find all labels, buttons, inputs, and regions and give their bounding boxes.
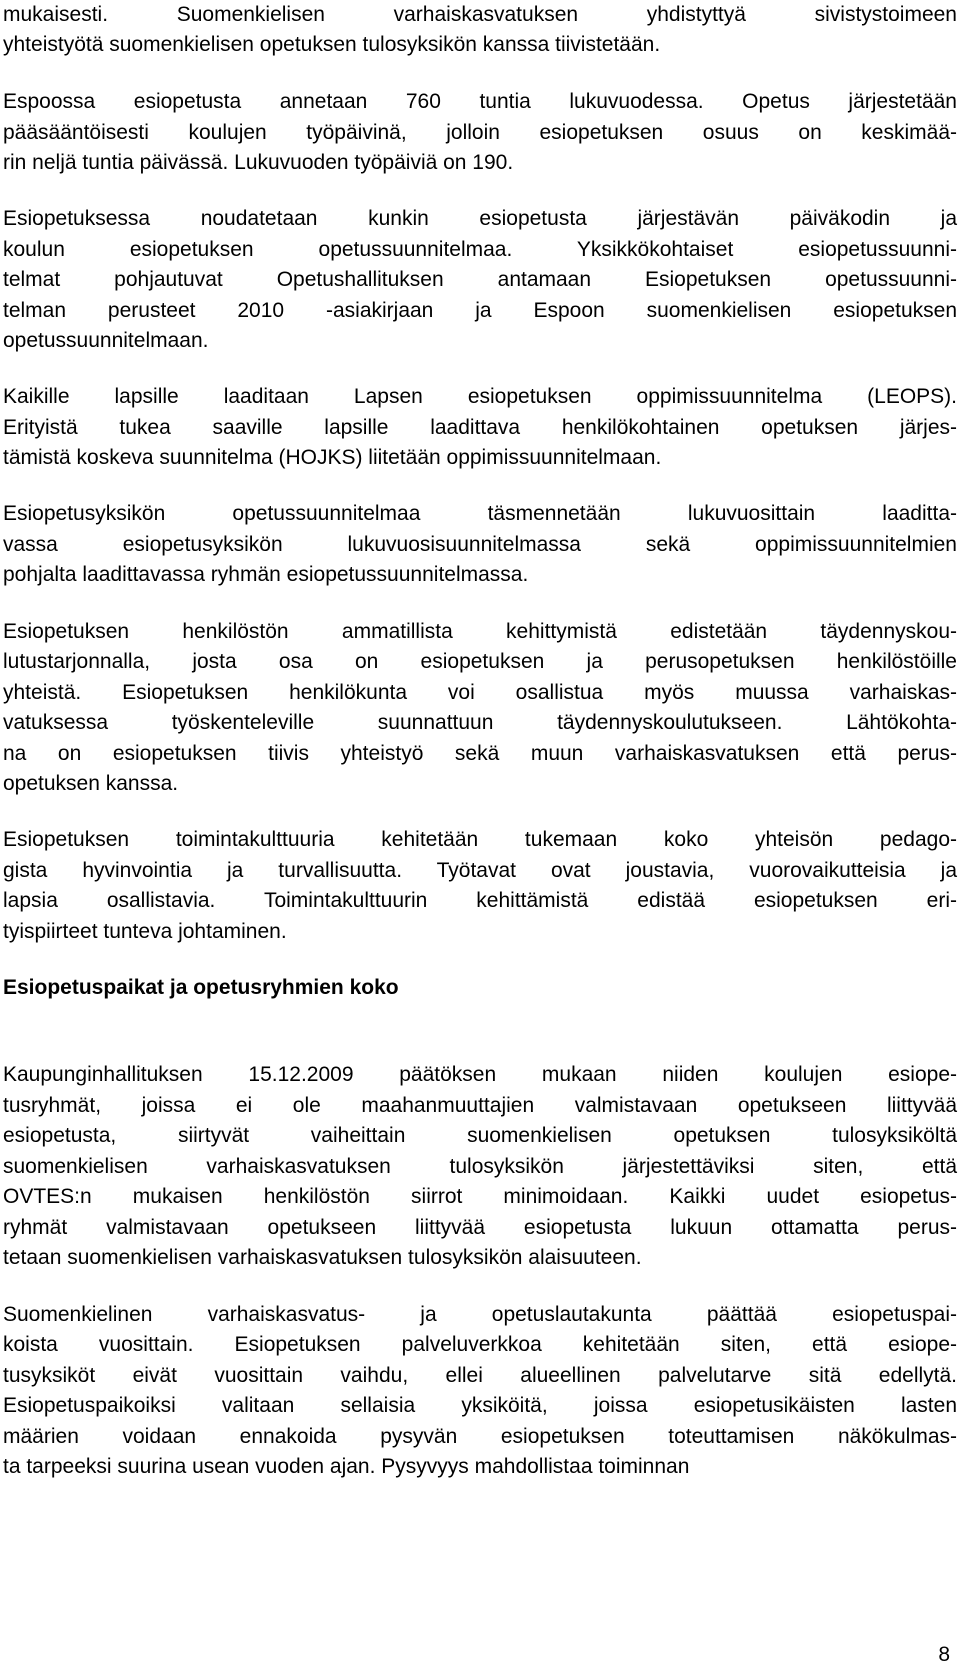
body-text-line: yhteistä. Esiopetuksen henkilökunta voi osallistua myös muussa varhaiskas- xyxy=(3,681,957,704)
body-text-line: lutustarjonnalla, josta osa on esiopetuksen ja perusopetuksen henkilöstöille xyxy=(3,650,957,673)
body-text-line: esiopetusta, siirtyvät vaiheittain suomenkielisen opetuksen tulosyksiköltä xyxy=(3,1124,957,1147)
body-text-line: tusyksiköt eivät vuosittain vaihdu, ellei alueellinen palvelutarve sitä edellytä. xyxy=(3,1364,957,1387)
body-text-line: Kaupunginhallituksen 15.12.2009 päätöksen mukaan niiden koulujen esiope- xyxy=(3,1063,957,1086)
body-text-line: tämistä koskeva suunnitelma (HOJKS) liitetään oppimissuunnitelmaan. xyxy=(3,446,662,469)
body-text-line: Suomenkielinen varhaiskasvatus- ja opetuslautakunta päättää esiopetuspai- xyxy=(3,1303,957,1326)
body-text-line: OVTES:n mukaisen henkilöstön siirrot minimoidaan. Kaikki uudet esiopetus- xyxy=(3,1185,957,1208)
body-text-line: gista hyvinvointia ja turvallisuutta. Työtavat ovat joustavia, vuorovaikutteisia ja xyxy=(3,859,957,882)
body-text-line: lapsia osallistavia. Toimintakulttuurin kehittämistä edistää esiopetuksen eri- xyxy=(3,889,957,912)
body-text-line: Esiopetuksen toimintakulttuuria kehitetään tukemaan koko yhteisön pedago- xyxy=(3,828,957,851)
body-text-line: telman perusteet 2010 -asiakirjaan ja Espoon suomenkielisen esiopetuksen xyxy=(3,299,957,322)
body-text-line: Esiopetusyksikön opetussuunnitelmaa täsmennetään lukuvuosittain laadittа- xyxy=(3,502,957,525)
body-text-line: opetussuunnitelmaan. xyxy=(3,329,209,352)
body-text-line: Kaikille lapsille laaditaan Lapsen esiopetuksen oppimissuunnitelma (LEOPS). xyxy=(3,385,957,408)
body-text-line: telmat pohjautuvat Opetushallituksen antamaan Esiopetuksen opetussuunni- xyxy=(3,268,957,291)
body-text-line: opetuksen kanssa. xyxy=(3,772,179,795)
section-heading: Esiopetuspaikat ja opetusryhmien koko xyxy=(3,976,399,999)
body-text-line: Espoossa esiopetusta annetaan 760 tuntia lukuvuodessa. Opetus järjestetään xyxy=(3,90,957,113)
body-text-line: rin neljä tuntia päivässä. Lukuvuoden työpäiviä on 190. xyxy=(3,151,514,174)
body-text-line: Esiopetuspaikoiksi valitaan sellaisia yksiköitä, joissa esiopetusikäisten lasten xyxy=(3,1394,957,1417)
body-text-line: suomenkielisen varhaiskasvatuksen tulosyksikön järjestettäviksi siten, että xyxy=(3,1155,957,1178)
body-text-line: määrien voidaan ennakoida pysyvän esiopetuksen toteuttamisen näkökulmas- xyxy=(3,1425,957,1448)
body-text-line: ryhmät valmistavaan opetukseen liittyvää esiopetusta lukuun ottamatta perus- xyxy=(3,1216,957,1239)
body-text-line: Erityistä tukea saaville lapsille laadittava henkilökohtainen opetuksen järjes- xyxy=(3,416,957,439)
page-number: 8 xyxy=(938,1643,950,1666)
body-text-line: tyispiirteet tunteva johtaminen. xyxy=(3,920,287,943)
body-text-line: mukaisesti. Suomenkielisen varhaiskasvatuksen yhdistyttyä sivistystoimeen xyxy=(3,3,957,26)
body-text-line: koulun esiopetuksen opetussuunnitelmaa. Yksikkökohtaiset esiopetussuunni- xyxy=(3,238,957,261)
body-text-line: vatuksessa työskenteleville suunnattuun täydennyskoulutukseen. Lähtökohta- xyxy=(3,711,957,734)
body-text-line: yhteistyötä suomenkielisen opetuksen tulosyksikön kanssa tiivistetään. xyxy=(3,33,661,56)
body-text-line: Esiopetuksessa noudatetaan kunkin esiopetusta järjestävän päiväkodin ja xyxy=(3,207,957,230)
body-text-line: tetaan suomenkielisen varhaiskasvatuksen tulosyksikön alaisuuteen. xyxy=(3,1246,642,1269)
body-text-line: vassa esiopetusyksikön lukuvuosisuunnitelmassa sekä oppimissuunnitelmien xyxy=(3,533,957,556)
body-text-line: tusryhmät, joissa ei ole maahanmuuttajien valmistavaan opetukseen liittyvää xyxy=(3,1094,957,1117)
body-text-line: pääsääntöisesti koulujen työpäivinä, jolloin esiopetuksen osuus on keskimää- xyxy=(3,121,957,144)
body-text-line: ta tarpeeksi suurina usean vuoden ajan. Pysyvyys mahdollistaa toiminnan xyxy=(3,1455,690,1478)
body-text-line: na on esiopetuksen tiivis yhteistyö sekä muun varhaiskasvatuksen että perus- xyxy=(3,742,957,765)
body-text-line: pohjalta laadittavassa ryhmän esiopetussuunnitelmassa. xyxy=(3,563,529,586)
body-text-line: Esiopetuksen henkilöstön ammatillista kehittymistä edistetään täydennyskou- xyxy=(3,620,957,643)
body-text-line: koista vuosittain. Esiopetuksen palveluverkkoa kehitetään siten, että esiope- xyxy=(3,1333,957,1356)
